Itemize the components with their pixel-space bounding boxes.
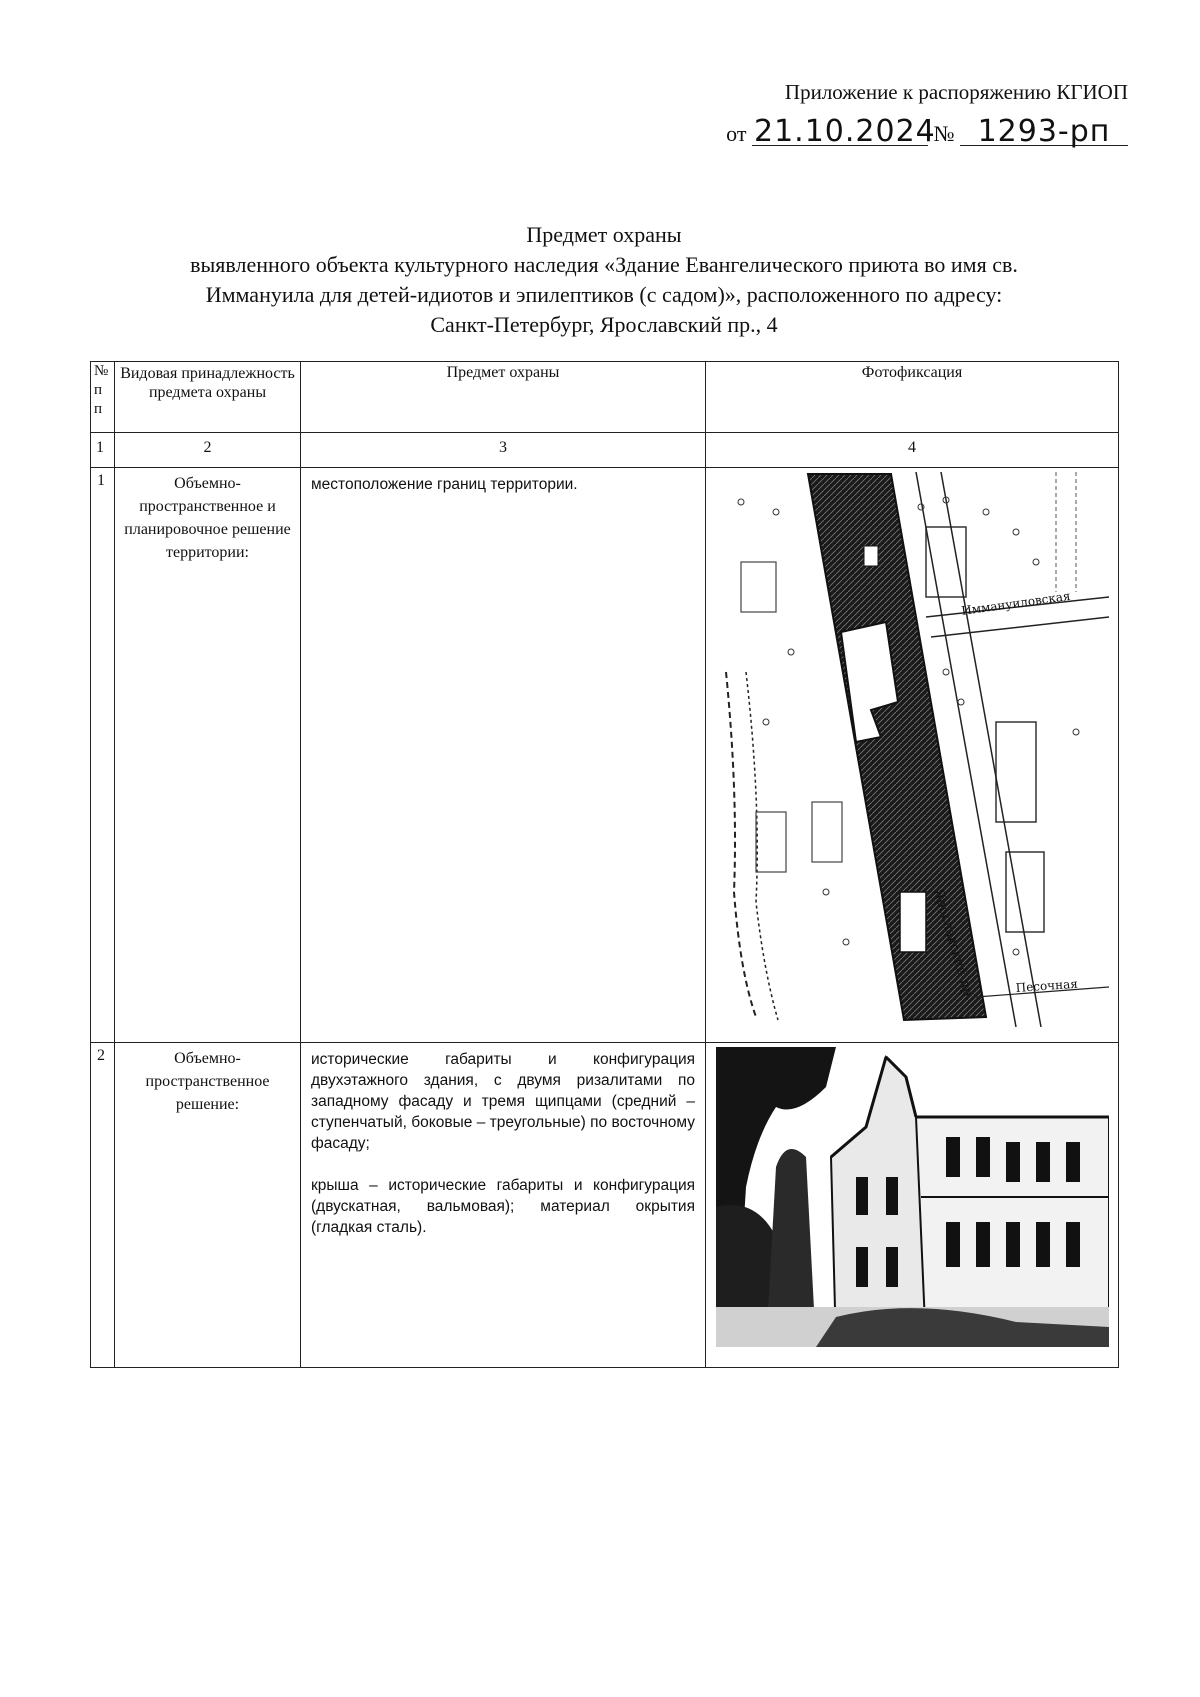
table-row xyxy=(91,468,1119,1043)
street-label: Песочная xyxy=(1015,976,1079,995)
street-label: Ярославский пр. xyxy=(930,886,977,1002)
header-kind: Видовая принадлежность предмета охраны xyxy=(115,362,301,433)
photo-cell xyxy=(706,468,1119,1043)
row-subject xyxy=(301,468,706,1043)
column-number: 4 xyxy=(706,433,1119,468)
street-label: Иммануиловская xyxy=(960,588,1072,618)
title-line-4: Санкт-Петербург, Ярославский пр., 4 xyxy=(430,312,778,337)
table-row xyxy=(91,1043,1119,1368)
title-line-1: Предмет охраны xyxy=(526,222,682,247)
appendix-heading: Приложение к распоряжению КГИОП xyxy=(784,80,1128,104)
title-line-2: выявленного объекта культурного наследия «Здание Евангелического приюта во имя св. xyxy=(190,252,1018,277)
row-kind: Объемно-пространственное и планировочное решение территории: xyxy=(115,468,301,1043)
subject-paragraph: исторические габариты и конфигурация двухэтажного здания, с двумя ризалитами по западному фасаду и тремя щипцами (средний – ступенчатый, боковые – треугольные) по восточному фасаду; xyxy=(311,1051,695,1152)
row-kind: Объемно-пространственное решение: xyxy=(115,1043,301,1368)
column-number: 2 xyxy=(115,433,301,468)
row-subject xyxy=(301,1043,706,1368)
header-row xyxy=(91,362,1119,433)
title-line-3: Иммануила для детей-идиотов и эпилептиков (с садом)», расположенного по адресу: xyxy=(205,282,1003,307)
document-title xyxy=(96,220,1112,340)
header-photo: Фотофиксация xyxy=(706,362,1119,433)
column-number: 3 xyxy=(301,433,706,468)
order-number: 1293-рп xyxy=(960,119,1128,146)
subject-paragraph: крыша – исторические габариты и конфигурация (двускатная, вальмовая); материал окрытия (гладкая сталь). xyxy=(311,1177,695,1236)
appendix-header xyxy=(726,80,1128,147)
photo-cell xyxy=(706,1043,1119,1368)
header-number: № п п xyxy=(91,362,115,433)
column-number-row xyxy=(91,433,1119,468)
protection-table xyxy=(90,361,1119,1368)
site-plan-image xyxy=(716,472,1109,1027)
number-sign: № xyxy=(933,121,955,146)
order-date: 21.10.2024 xyxy=(754,114,936,149)
header-subject: Предмет охраны xyxy=(301,362,706,433)
building-photo xyxy=(716,1047,1109,1347)
column-number: 1 xyxy=(91,433,115,468)
order-reference xyxy=(726,114,1128,149)
date-prefix: от xyxy=(726,121,747,146)
row-index: 1 xyxy=(91,468,115,1043)
subject-paragraph: местоположение границ территории. xyxy=(311,476,578,493)
row-index: 2 xyxy=(91,1043,115,1368)
